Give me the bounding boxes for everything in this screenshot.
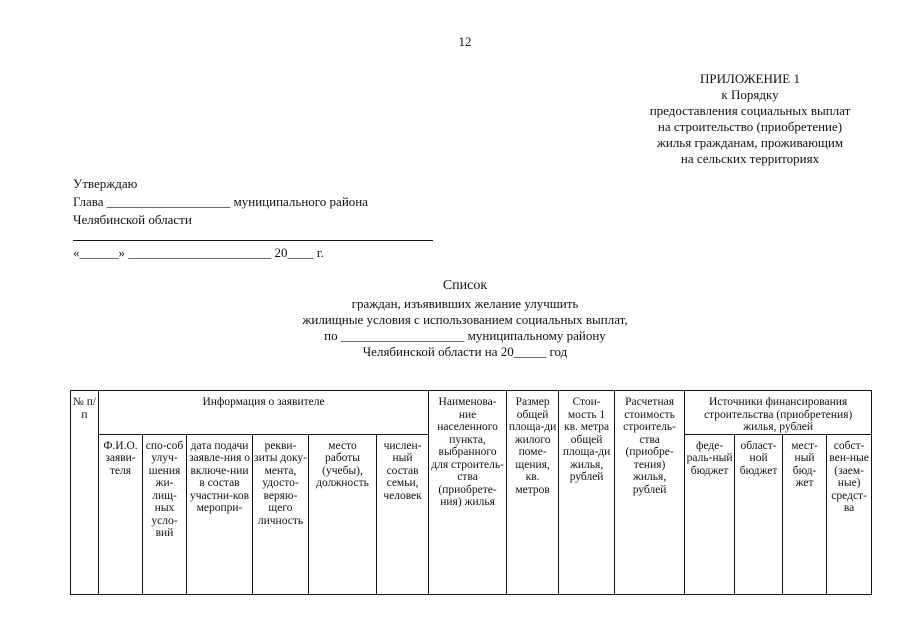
appendix-line: предоставления социальных выплат (649, 103, 851, 118)
col-number-header: № п/п (71, 391, 99, 595)
own-funds-header: собст-вен-ные (заем-ные) средст-ва (827, 434, 872, 595)
applicant-info-header: Информация о заявителе (99, 391, 429, 435)
funding-sources-header: Источники финансирования строительства (приобретения) жилья, рублей (685, 391, 872, 435)
family-size-header: числен-ный состав семьи, человек (377, 434, 429, 595)
applicant-name-header: Ф.И.О. заяви-теля (99, 434, 143, 595)
list-title-line: Челябинской области на 20_____ год (362, 344, 568, 359)
applicants-table (70, 390, 872, 595)
list-title-line: жилищные условия с использованием социальных выплат, (302, 312, 628, 327)
list-heading: Список (442, 278, 488, 293)
application-date-header: дата подачи заявле-ния о включе-нии в состав участни-ков меропри- (187, 434, 253, 595)
approval-date-line: «______» ______________________ 20____ г. (73, 245, 324, 260)
area-header: Размер общей площа-ди жилого поме-щения, кв. метров (507, 391, 559, 595)
improvement-method-header: спо-соб улуч-шения жи-лищ-ных усло-вий (143, 434, 187, 595)
appendix-line: на строительство (приобретение) (657, 119, 843, 134)
list-title-line: граждан, изъявивших желание улучшить (351, 296, 579, 311)
appendix-line: к Порядку (721, 87, 779, 102)
appendix-line: на сельских территориях (680, 151, 820, 166)
settlement-header: Наименова-ние населенного пункта, выбранного для строитель-ства (приобрете-ния) жилья (429, 391, 507, 595)
id-document-header: рекви-зиты доку-мента, удосто-веряю-щего личность (253, 434, 309, 595)
approval-block (73, 175, 368, 229)
head-signature-line: Глава ___________________ муниципального района (73, 194, 369, 209)
federal-budget-header: феде-раль-ный бюджет (685, 434, 735, 595)
list-title-line: по ___________________ муниципальному району (324, 328, 606, 343)
appendix-title: ПРИЛОЖЕНИЕ 1 (700, 71, 800, 86)
regional-budget-header: област-ной бюджет (735, 434, 783, 595)
signature-rule (73, 240, 433, 241)
cost-per-m2-header: Стои-мость 1 кв. метра общей площа-ди жилья, рублей (559, 391, 615, 595)
workplace-header: место работы (учебы), должность (309, 434, 377, 595)
appendix-header (600, 71, 900, 167)
estimated-cost-header: Расчетная стоимость строитель-ства (приобре-тения) жилья, рублей (615, 391, 685, 595)
approve-word: Утверждаю (73, 176, 138, 191)
list-title (200, 278, 730, 360)
appendix-line: жилья гражданам, проживающим (656, 135, 844, 150)
page-number: 12 (458, 34, 472, 49)
region-name: Челябинской области (73, 212, 192, 227)
local-budget-header: мест-ный бюд-жет (783, 434, 827, 595)
